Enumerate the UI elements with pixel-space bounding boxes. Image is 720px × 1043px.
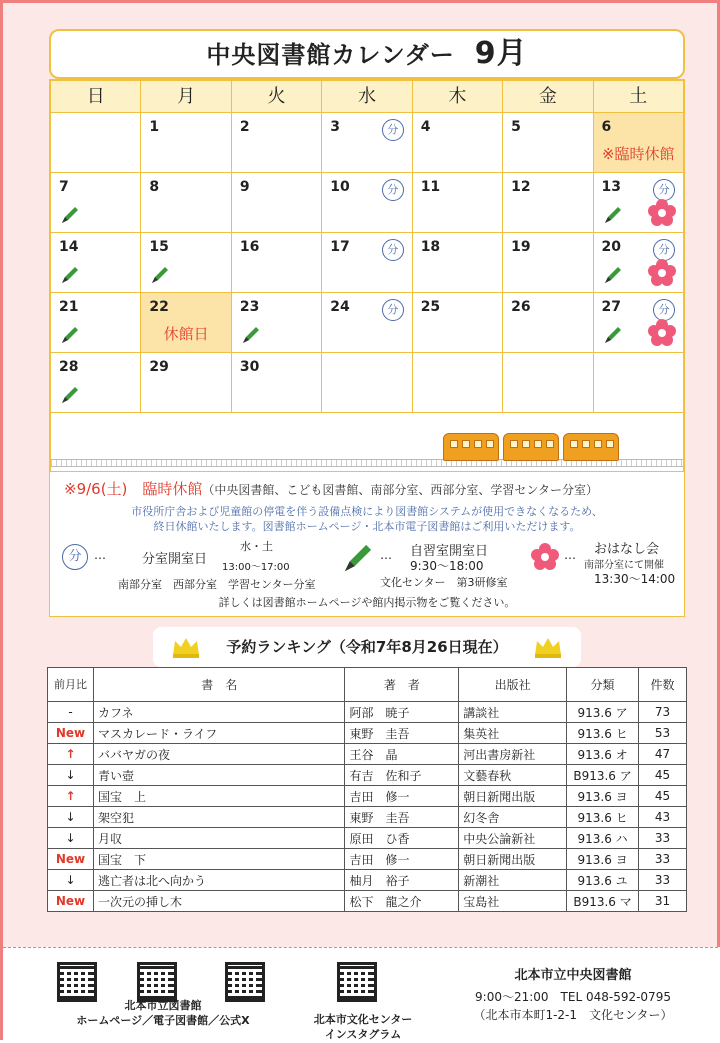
day-number: 7 — [59, 179, 69, 195]
trend-cell: New — [48, 891, 94, 912]
trend-cell: New — [48, 723, 94, 744]
day-number: 20 — [601, 239, 622, 255]
day-6 — [594, 113, 683, 172]
legend-study-place: 文化センター 第3研修室 — [380, 576, 508, 589]
qr-caption-line1: 北本市立図書館 — [124, 999, 202, 1012]
class-cell: 913.6 ハ — [567, 828, 639, 849]
author-cell: 柚月 裕子 — [345, 870, 459, 891]
day-2 — [232, 113, 322, 172]
day-number: 17 — [330, 239, 350, 255]
week-5 — [51, 353, 683, 413]
qr-code-x[interactable] — [225, 962, 265, 1002]
notice-box — [49, 471, 685, 617]
author-cell: 吉田 修一 — [345, 786, 459, 807]
day-number: 12 — [511, 179, 531, 195]
pencil-icon — [240, 324, 262, 346]
publisher-cell: 講談社 — [459, 702, 567, 723]
class-cell: 913.6 ヨ — [567, 786, 639, 807]
day-27 — [594, 293, 683, 352]
day-number: 14 — [59, 239, 79, 255]
day-number: 1 — [149, 119, 160, 135]
day-8 — [141, 173, 231, 232]
day-number: 11 — [420, 179, 441, 195]
branch-open-icon: 分 — [382, 299, 404, 321]
day-9 — [232, 173, 322, 232]
day-5 — [503, 113, 593, 172]
legend-branch-days: 水・土 — [240, 540, 273, 553]
legend-study-time: 9:30～18:00 — [410, 559, 484, 573]
count-cell: 45 — [639, 765, 687, 786]
table-row — [48, 765, 687, 786]
title-cell: 青い壺 — [93, 765, 345, 786]
legend-branch-places: 南部分室 西部分室 学習センター分室 — [118, 578, 316, 591]
count-cell: 53 — [639, 723, 687, 744]
instagram-caption — [293, 1012, 433, 1042]
table-row — [48, 828, 687, 849]
title-cell: 逃亡者は北へ向かう — [93, 870, 345, 891]
day-1 — [141, 113, 231, 172]
day-number: 8 — [149, 179, 160, 195]
week-3 — [51, 233, 683, 293]
title-cell: マスカレード・ライフ — [93, 723, 345, 744]
publisher-cell: 新潮社 — [459, 870, 567, 891]
ranking-table — [47, 667, 687, 912]
class-cell: 913.6 ユ — [567, 870, 639, 891]
publisher-cell: 文藝春秋 — [459, 765, 567, 786]
legend-ellipsis: … — [564, 548, 576, 562]
weekday-mon: 月 — [141, 81, 231, 112]
day-empty — [322, 353, 412, 412]
train-illustration — [51, 413, 683, 479]
day-number: 6 — [601, 119, 612, 135]
col-class: 分類 — [567, 668, 639, 702]
day-3 — [322, 113, 412, 172]
day-number: 3 — [330, 119, 341, 135]
day-4 — [413, 113, 503, 172]
day-number: 18 — [420, 239, 441, 255]
weekday-sun: 日 — [51, 81, 141, 112]
col-count: 件数 — [639, 668, 687, 702]
day-number: 26 — [511, 299, 531, 315]
day-number: 21 — [59, 299, 79, 315]
day-21 — [51, 293, 141, 352]
table-row — [48, 786, 687, 807]
day-25 — [413, 293, 503, 352]
branch-open-icon: 分 — [653, 179, 675, 201]
month-label: 9月 — [474, 36, 528, 71]
day-empty — [51, 113, 141, 172]
day-number: 28 — [59, 359, 79, 375]
class-cell: 913.6 ヒ — [567, 723, 639, 744]
legend-story-time: 13:30～14:00 — [594, 572, 676, 586]
day-number: 30 — [239, 359, 260, 375]
day-number: 10 — [330, 179, 350, 195]
flower-icon — [647, 318, 677, 348]
count-cell: 73 — [639, 702, 687, 723]
class-cell: 913.6 ヨ — [567, 849, 639, 870]
qr-code-instagram[interactable] — [337, 962, 377, 1002]
calendar-title — [49, 29, 685, 79]
trend-cell: ↓ — [48, 765, 94, 786]
title-cell: 一次元の挿し木 — [93, 891, 345, 912]
train-car-icon — [503, 433, 559, 461]
branch-open-icon: 分 — [653, 299, 675, 321]
title-cell: カフネ — [93, 702, 345, 723]
notice-footnote: 詳しくは図書館ホームページや館内掲示物をご覧ください。 — [218, 596, 516, 609]
pencil-icon — [340, 540, 376, 576]
week-2 — [51, 173, 683, 233]
count-cell: 31 — [639, 891, 687, 912]
title-cell: 国宝 上 — [93, 786, 345, 807]
day-number: 24 — [330, 299, 350, 315]
author-cell: 東野 圭吾 — [345, 723, 459, 744]
publisher-cell: 朝日新聞出版 — [459, 849, 567, 870]
legend-story-place: 南部分室にて開催 — [584, 560, 664, 571]
class-cell: B913.6 ア — [567, 765, 639, 786]
train-car-icon — [563, 433, 619, 461]
col-title: 書 名 — [93, 668, 345, 702]
title-cell: 架空犯 — [93, 807, 345, 828]
pencil-icon — [602, 324, 624, 346]
day-number: 29 — [149, 359, 169, 375]
instagram-caption-line2: インスタグラム — [324, 1028, 402, 1041]
day-number: 13 — [601, 179, 622, 195]
table-row — [48, 744, 687, 765]
week-1 — [51, 113, 683, 173]
day-7 — [51, 173, 141, 232]
day-20 — [594, 233, 683, 292]
day-number: 25 — [420, 299, 441, 315]
day-30 — [232, 353, 322, 412]
branch-open-icon: 分 — [382, 119, 404, 141]
qr-caption — [33, 998, 293, 1028]
author-cell: 王谷 晶 — [345, 744, 459, 765]
notice-title: ※9/6(土) 臨時休館 — [64, 480, 203, 498]
title-cell: 国宝 下 — [93, 849, 345, 870]
publisher-cell: 朝日新聞出版 — [459, 786, 567, 807]
day-18 — [413, 233, 503, 292]
author-cell: 東野 圭吾 — [345, 807, 459, 828]
day-19 — [503, 233, 593, 292]
day-17 — [322, 233, 412, 292]
pencil-icon — [602, 204, 624, 226]
day-empty — [503, 353, 593, 412]
day-22 — [141, 293, 231, 352]
calendar-grid — [49, 79, 685, 481]
closed-note: ※臨時休館 — [601, 145, 675, 163]
day-number: 22 — [149, 299, 169, 315]
col-publisher: 出版社 — [459, 668, 567, 702]
day-12 — [503, 173, 593, 232]
count-cell: 45 — [639, 786, 687, 807]
count-cell: 33 — [639, 870, 687, 891]
day-28 — [51, 353, 141, 412]
closed-day-note: 休館日 — [163, 325, 209, 343]
author-cell: 有吉 佐和子 — [345, 765, 459, 786]
weekday-sat: 土 — [629, 86, 648, 107]
flower-icon — [647, 258, 677, 288]
weekday-header — [51, 81, 683, 113]
count-cell: 47 — [639, 744, 687, 765]
pencil-icon — [602, 264, 624, 286]
day-number: 15 — [149, 239, 169, 255]
publisher-cell: 集英社 — [459, 723, 567, 744]
publisher-cell: 河出書房新社 — [459, 744, 567, 765]
crown-icon — [171, 635, 201, 659]
flower-icon — [530, 542, 560, 572]
table-row — [48, 723, 687, 744]
day-number: 4 — [420, 119, 431, 135]
col-trend: 前月比 — [48, 668, 94, 702]
qr-code-e-library[interactable] — [137, 962, 177, 1002]
pencil-icon — [149, 264, 171, 286]
day-number: 27 — [601, 299, 622, 315]
day-empty — [413, 353, 503, 412]
trend-cell: ↑ — [48, 786, 94, 807]
legend-story-title: おはなし会 — [594, 542, 660, 557]
weekday-wed: 水 — [322, 81, 412, 112]
table-row — [48, 849, 687, 870]
notice-heading — [64, 478, 598, 499]
crown-icon — [533, 635, 563, 659]
ranking-title-bar — [153, 627, 581, 667]
weekday-tue: 火 — [232, 81, 322, 112]
table-row — [48, 891, 687, 912]
trend-cell: ↓ — [48, 870, 94, 891]
day-number: 5 — [511, 119, 521, 135]
author-cell: 松下 龍之介 — [345, 891, 459, 912]
author-cell: 阿部 暁子 — [345, 702, 459, 723]
notice-line: 終日休館いたします。図書館ホームページ・北本市電子図書館はご利用いただけます。 — [153, 520, 581, 533]
qr-caption-line2: ホームページ／電子図書館／公式X — [76, 1014, 250, 1027]
trend-cell: New — [48, 849, 94, 870]
notice-line: 市役所庁舎および児童館の停電を伴う設備点検により図書館システムが使用できなくなるため、 — [131, 505, 603, 518]
class-cell: 913.6 オ — [567, 744, 639, 765]
week-4 — [51, 293, 683, 353]
day-26 — [503, 293, 593, 352]
class-cell: B913.6 マ — [567, 891, 639, 912]
flower-icon — [647, 198, 677, 228]
legend-ellipsis: … — [94, 548, 106, 562]
trend-cell: - — [48, 702, 94, 723]
pencil-icon — [59, 264, 81, 286]
day-number: 2 — [239, 119, 250, 135]
trend-cell: ↑ — [48, 744, 94, 765]
day-16 — [232, 233, 322, 292]
library-name: 北本市立中央図書館 — [514, 968, 632, 983]
qr-code-homepage[interactable] — [57, 962, 97, 1002]
day-empty — [594, 353, 683, 412]
day-number: 16 — [239, 239, 260, 255]
branch-open-icon: 分 — [653, 239, 675, 261]
pencil-icon — [59, 204, 81, 226]
day-14 — [51, 233, 141, 292]
count-cell: 43 — [639, 807, 687, 828]
day-13 — [594, 173, 683, 232]
day-number: 19 — [511, 239, 531, 255]
table-row — [48, 702, 687, 723]
legend-ellipsis: … — [380, 548, 392, 562]
class-cell: 913.6 ア — [567, 702, 639, 723]
title-cell: ババヤガの夜 — [93, 744, 345, 765]
count-cell: 33 — [639, 849, 687, 870]
day-23 — [232, 293, 322, 352]
title-text: 中央図書館カレンダー — [206, 41, 455, 69]
day-15 — [141, 233, 231, 292]
day-11 — [413, 173, 503, 232]
notice-subtitle: （中央図書館、こども図書館、南部分室、西部分室、学習センター分室） — [202, 483, 598, 497]
trend-cell: ↓ — [48, 807, 94, 828]
day-10 — [322, 173, 412, 232]
ranking-title: 予約ランキング（令和7年8月26日現在） — [226, 638, 508, 656]
legend-branch-time: 13:00～17:00 — [222, 562, 290, 573]
count-cell: 33 — [639, 828, 687, 849]
day-number: 23 — [239, 299, 260, 315]
day-24 — [322, 293, 412, 352]
footer — [3, 947, 720, 1043]
day-number: 9 — [239, 179, 250, 195]
weekday-fri: 金 — [503, 81, 593, 112]
library-address: （北本市本町1-2-1 文化センター） — [473, 1008, 673, 1022]
trend-cell: ↓ — [48, 828, 94, 849]
notice-body — [50, 504, 684, 534]
table-header-row — [48, 668, 687, 702]
branch-open-icon: 分 — [382, 179, 404, 201]
legend-branch-title: 分室開室日 — [142, 552, 208, 567]
pencil-icon — [59, 324, 81, 346]
branch-open-icon: 分 — [62, 544, 88, 570]
train-car-icon — [443, 433, 499, 461]
library-hours: 9:00～21:00 TEL 048-592-0795 — [475, 990, 671, 1004]
pencil-icon — [59, 384, 81, 406]
publisher-cell: 中央公論新社 — [459, 828, 567, 849]
class-cell: 913.6 ヒ — [567, 807, 639, 828]
table-row — [48, 870, 687, 891]
branch-open-icon: 分 — [382, 239, 404, 261]
legend-study-title: 自習室開室日 — [410, 544, 489, 559]
weekday-thu: 木 — [413, 81, 503, 112]
author-cell: 原田 ひ香 — [345, 828, 459, 849]
instagram-caption-line1: 北本市文化センター — [313, 1013, 413, 1026]
col-author: 著 者 — [345, 668, 459, 702]
publisher-cell: 幻冬舎 — [459, 807, 567, 828]
table-row — [48, 807, 687, 828]
title-cell: 月収 — [93, 828, 345, 849]
author-cell: 吉田 修一 — [345, 849, 459, 870]
publisher-cell: 宝島社 — [459, 891, 567, 912]
day-29 — [141, 353, 231, 412]
